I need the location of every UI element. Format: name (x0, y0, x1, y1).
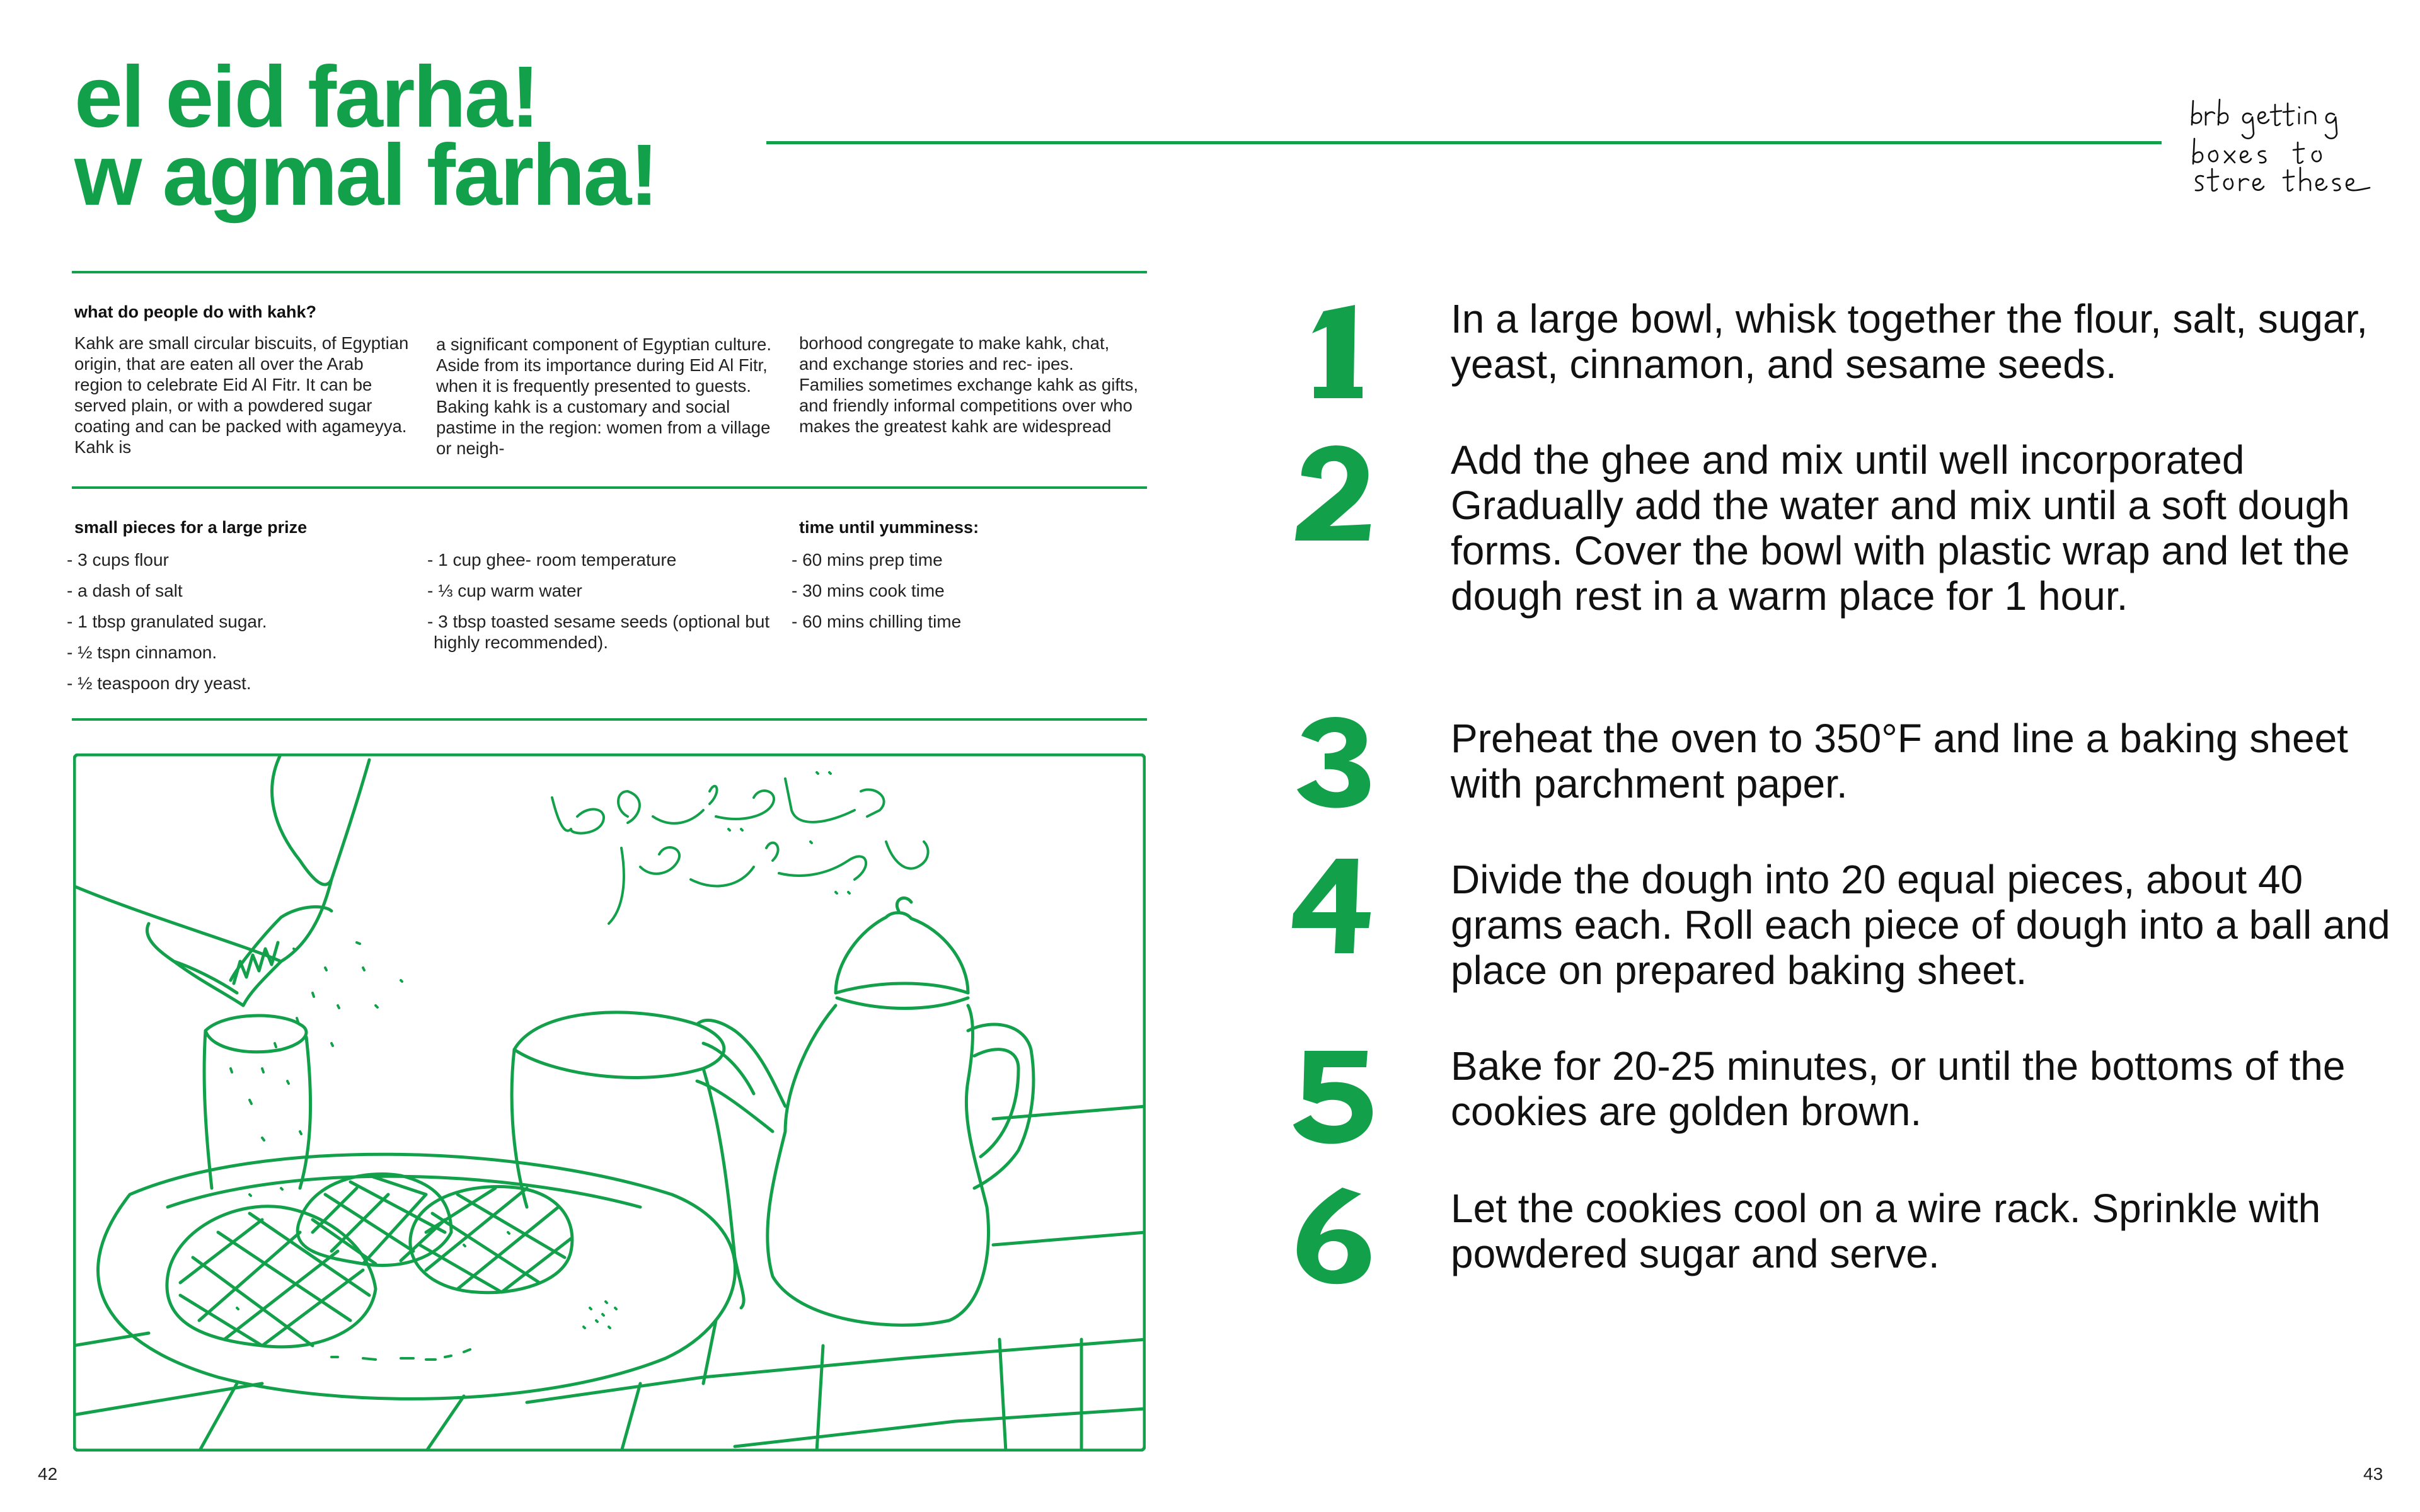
section-divider-middle (72, 486, 1147, 489)
ingredient-item: - 3 cups flour (67, 550, 169, 570)
ingredient-item: - 1 cup ghee- room temperature (427, 550, 677, 570)
intro-col-1: Kahk are small circular biscuits, of Egyptian origin, that are eaten all over the Arab region to celebrate Eid Al Fitr. It can be served plain, or with a powdered sugar coating and can be packed with agameyya. Kahk is (74, 333, 409, 457)
timing-item: - 60 mins prep time (792, 550, 943, 570)
intro-heading: what do people do with kahk? (74, 302, 317, 321)
ingredients-list-2 (427, 544, 780, 653)
section-divider-top (72, 271, 1147, 273)
arabic-greeting (552, 772, 928, 924)
intro-col-3: borhood congregate to make kahk, chat, and exchange stories and rec- ipes. Families sometimes exchange kahk as gifts, and friendly informal competitions over who makes the greatest kahk are widespread (799, 333, 1138, 436)
step-6-text: Let the cookies cool on a wire rack. Sprinkle with powdered sugar and serve. (1451, 1186, 2321, 1276)
step-number-6-icon (1286, 1184, 1380, 1285)
step-number-4-icon (1286, 856, 1380, 956)
step-number-1-icon (1286, 299, 1380, 399)
title-divider (766, 141, 2162, 144)
timing-item: - 60 mins chilling time (792, 612, 962, 631)
title-line-2: w agmal farha! (74, 127, 657, 224)
page-title (74, 49, 657, 224)
timing-heading: time until yumminess: (799, 518, 979, 537)
ingredient-item: - ½ tspn cinnamon. (67, 643, 217, 662)
step-number-3-icon (1286, 711, 1380, 811)
intro-col-2: a significant component of Egyptian culture. Aside from its importance during Eid Al Fitr, when it is frequently presented to guests. Baking kahk is a customary and social pastime in the region: women from a village or neigh- (436, 335, 771, 458)
step-number-5-icon (1286, 1046, 1380, 1147)
ingredients-list-1 (67, 544, 267, 699)
page-number-right: 43 (2363, 1464, 2383, 1484)
timing-item: - 30 mins cook time (792, 581, 945, 600)
ingredients-heading: small pieces for a large prize (74, 518, 308, 537)
illustration-kahk-teapot (73, 753, 1146, 1452)
handwritten-note (2181, 88, 2395, 195)
section-divider-bottom (72, 718, 1147, 721)
ingredient-item: - ½ teaspoon dry yeast. (67, 673, 251, 693)
ingredient-item: - 1 tbsp granulated sugar. (67, 612, 267, 631)
step-5-text: Bake for 20-25 minutes, or until the bottoms of the cookies are golden brown. (1451, 1043, 2346, 1134)
ingredient-item: - 3 tbsp toasted sesame seeds (optional but highly recommended). (427, 612, 770, 652)
step-1-text: In a large bowl, whisk together the flour, salt, sugar, yeast, cinnamon, and sesame seeds. (1451, 296, 2368, 387)
step-number-2-icon (1286, 441, 1380, 542)
title-line-1: el eid farha! (74, 49, 538, 146)
step-4-text: Divide the dough into 20 equal pieces, about 40 grams each. Roll each piece of dough into a ball and place on prepared baking sheet. (1451, 857, 2390, 993)
ingredient-item: - ⅓ cup warm water (427, 581, 582, 600)
step-3-text: Preheat the oven to 350°F and line a baking sheet with parchment paper. (1451, 716, 2348, 806)
ingredient-item: - a dash of salt (67, 581, 183, 600)
timing-list (792, 544, 961, 637)
step-2-text: Add the ghee and mix until well incorporated Gradually add the water and mix until a soft dough forms. Cover the bowl with plastic wrap and let the dough rest in a warm place for 1 hour. (1451, 437, 2350, 619)
page-number-left: 42 (38, 1464, 58, 1484)
